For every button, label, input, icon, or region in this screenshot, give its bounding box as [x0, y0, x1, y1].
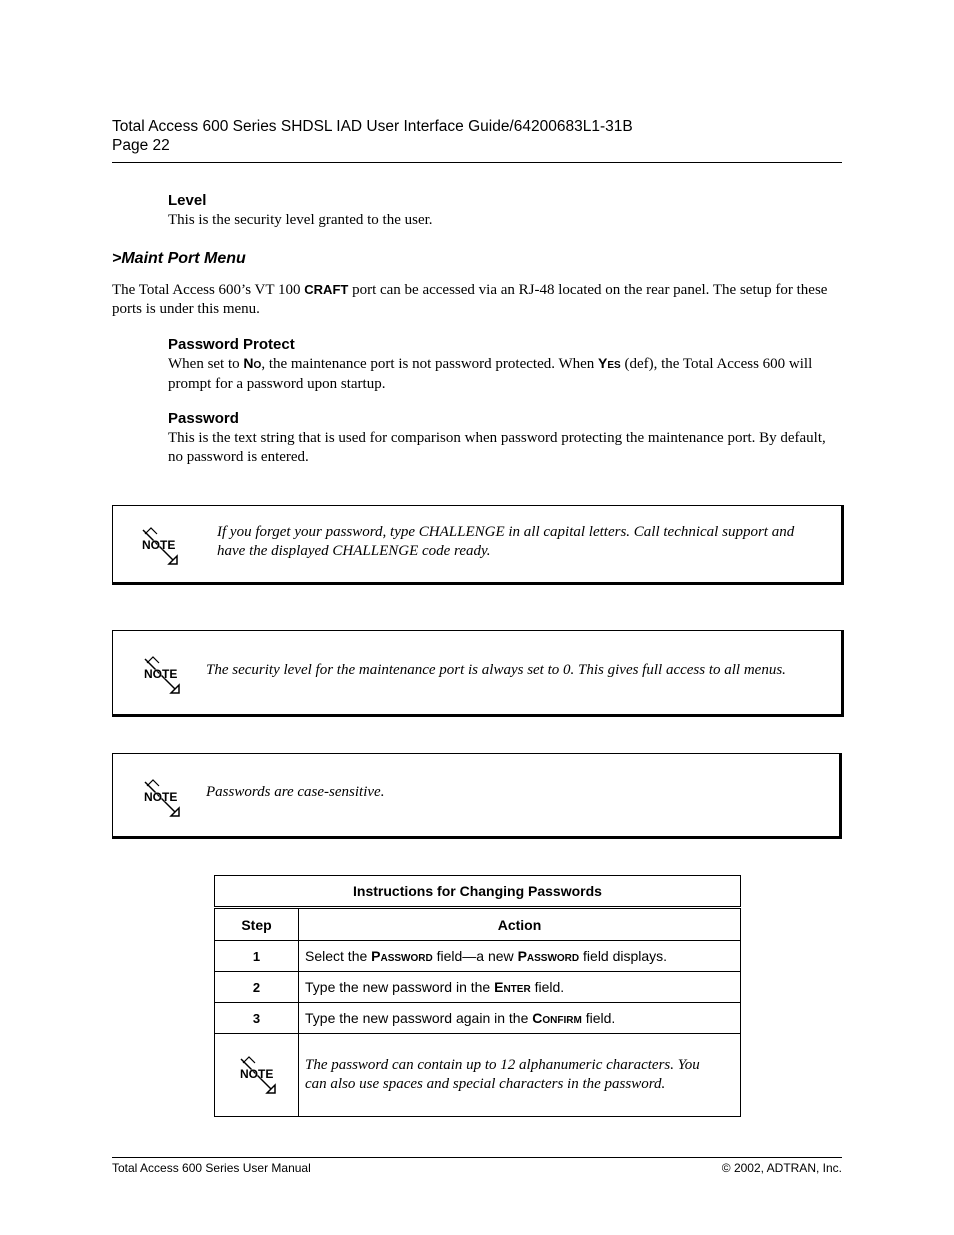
note-icon [139, 776, 183, 818]
page-header [112, 117, 633, 155]
table-header-row [215, 908, 741, 941]
password-keyword: PASSWORD [371, 948, 433, 964]
maint-port-paragraph: The Total Access 600’s VT 100 CRAFT port can be accessed via an RJ-48 located on the rear panel. The setup for these ports is under this menu. [112, 282, 828, 317]
note-box-security-level [112, 630, 844, 717]
password-keyword: PASSWORD [517, 948, 580, 964]
step-action: Type the new password in the ENTER field. [299, 972, 741, 1003]
column-header-action: Action [299, 908, 741, 941]
level-heading: Level [168, 192, 207, 209]
step-number: 2 [215, 972, 299, 1003]
note-icon [235, 1053, 279, 1095]
note-box-challenge [112, 505, 844, 585]
footer-copyright: © 2002, ADTRAN, Inc. [721, 1161, 842, 1175]
table-note-text: The password can contain up to 12 alphanumeric characters. You can also use spaces and special characters in the password. [299, 1034, 741, 1117]
step-action: Select the PASSWORD field—a new PASSWORD field displays. [299, 941, 741, 972]
enter-keyword: ENTER [494, 979, 531, 995]
svg-text:NOTE: NOTE [142, 538, 176, 552]
page-number: Page 22 [112, 137, 170, 154]
password-text: This is the text string that is used for comparison when password protecting the maintenance port. By default, no password is entered. [168, 430, 826, 465]
table-row [215, 972, 741, 1003]
column-header-step: Step [215, 908, 299, 941]
note-icon [137, 524, 181, 566]
password-heading: Password [168, 410, 239, 427]
level-text: This is the security level granted to the user. [168, 212, 433, 228]
svg-text:NOTE: NOTE [239, 1066, 273, 1081]
confirm-keyword: CONFIRM [532, 1010, 582, 1026]
table-title-row [215, 876, 741, 908]
no-keyword: NO [243, 355, 262, 371]
maint-port-menu-heading: >Maint Port Menu [112, 250, 246, 267]
step-action: Type the new password again in the CONFIRM field. [299, 1003, 741, 1034]
note-text-security-level: The security level for the maintenance port is always set to 0. This gives full access to all menus. [206, 662, 786, 678]
craft-keyword: CRAFT [304, 282, 349, 297]
note-icon [139, 653, 183, 695]
note-box-case-sensitive [112, 753, 842, 839]
note-text-challenge: If you forget your password, type CHALLENGE in all capital letters. Call technical support and have the displayed CHALLENGE code ready. [217, 524, 795, 559]
table-note-icon-cell [215, 1034, 299, 1117]
svg-text:NOTE: NOTE [144, 790, 178, 804]
table-row [215, 941, 741, 972]
header-rule [112, 162, 842, 163]
password-protect-heading: Password Protect [168, 336, 295, 353]
document-title: Total Access 600 Series SHDSL IAD User Interface Guide/64200683L1-31B [112, 118, 633, 135]
password-protect-text: When set to NO, the maintenance port is not password protected. When YES (def), the Total Access 600 will prompt for a password upon startup. [168, 355, 813, 392]
footer-rule [112, 1157, 842, 1158]
instructions-table [214, 875, 741, 1117]
note-text-case-sensitive: Passwords are case-sensitive. [206, 784, 385, 800]
table-row [215, 1003, 741, 1034]
yes-keyword: YES [598, 355, 621, 371]
step-number: 3 [215, 1003, 299, 1034]
step-number: 1 [215, 941, 299, 972]
table-note-row [215, 1034, 741, 1117]
footer-manual-title: Total Access 600 Series User Manual [112, 1161, 311, 1175]
svg-text:NOTE: NOTE [144, 667, 178, 681]
table-title: Instructions for Changing Passwords [215, 876, 741, 908]
